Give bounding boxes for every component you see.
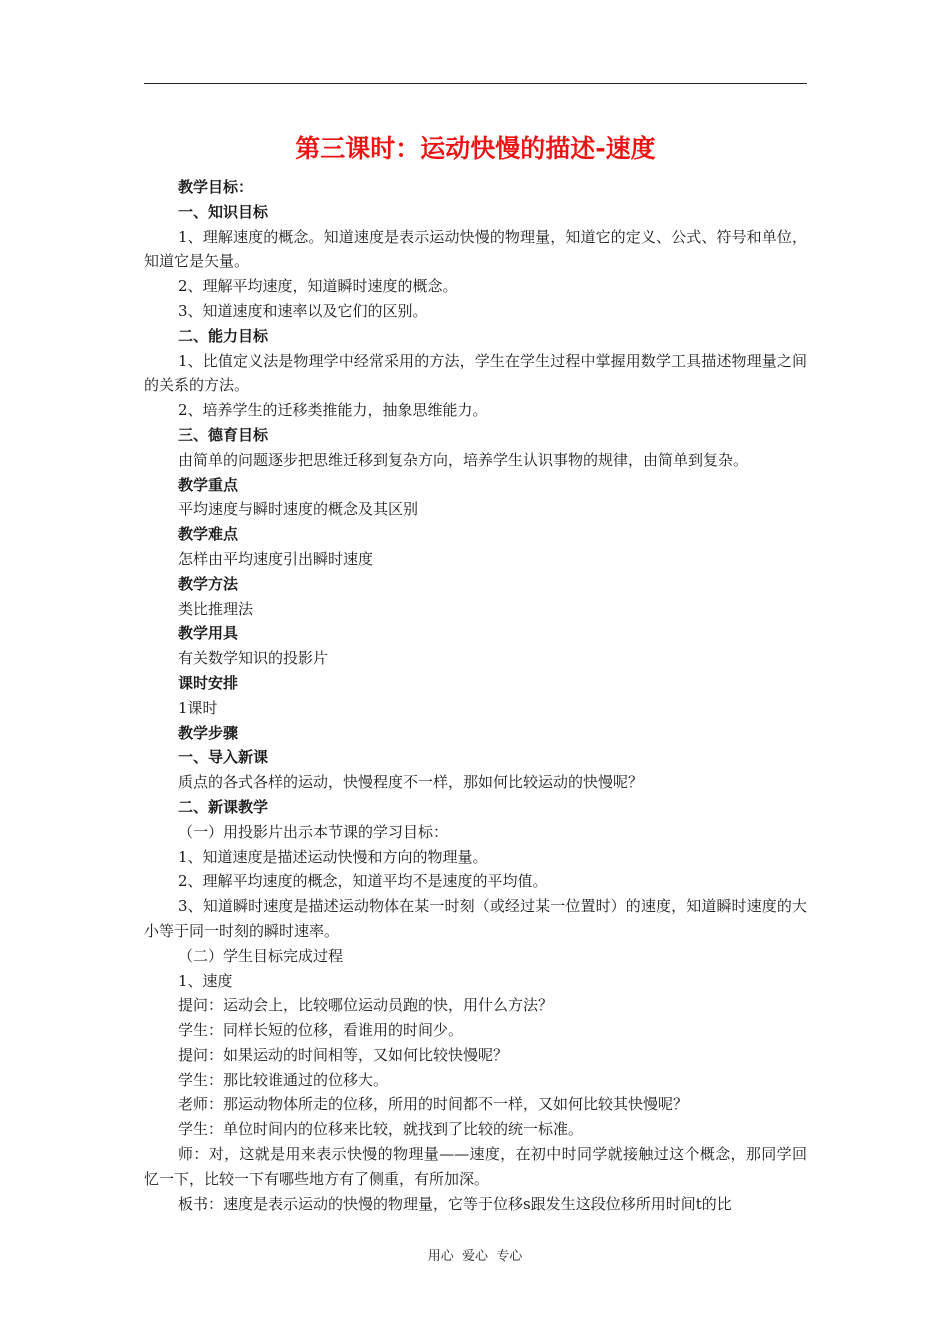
body-paragraph: 3、知道瞬时速度是描述运动物体在某一时刻（或经过某一位置时）的速度，知道瞬时速度的大小等于同一时刻的瞬时速率。 — [144, 897, 807, 940]
section-heading: 教学目标： — [178, 178, 254, 196]
section-heading: 二、能力目标 — [178, 326, 269, 345]
body-paragraph: 质点的各式各样的运动，快慢程度不一样，那如何比较运动的快慢呢？ — [178, 773, 644, 792]
body-paragraph: 平均速度与瞬时速度的概念及其区别 — [178, 500, 419, 519]
body-paragraph: 提问：运动会上，比较哪位运动员跑的快，用什么方法？ — [178, 996, 554, 1015]
section-heading: 教学步骤 — [178, 723, 239, 742]
body-paragraph: 1课时 — [178, 698, 218, 717]
section-heading: 三、德育目标 — [178, 425, 269, 444]
section-heading: 教学用具 — [178, 624, 239, 643]
body-paragraph: 由简单的问题逐步把思维迁移到复杂方向，培养学生认识事物的规律，由简单到复杂。 — [178, 450, 749, 469]
document-body — [144, 175, 807, 1216]
body-paragraph: 学生：同样长短的位移，看谁用的时间少。 — [178, 1021, 464, 1040]
body-paragraph: 2、理解平均速度的概念，知道平均不是速度的平均值。 — [178, 872, 548, 891]
body-paragraph: 板书：速度是表示运动的快慢的物理量，它等于位移s跟发生这段位移所用时间t的比 — [178, 1194, 732, 1213]
section-heading: 教学方法 — [178, 574, 239, 593]
body-paragraph: 学生：那比较谁通过的位移大。 — [178, 1070, 389, 1089]
body-paragraph: 有关数学知识的投影片 — [178, 649, 329, 668]
section-heading: 教学重点 — [178, 475, 239, 494]
body-paragraph: 学生：单位时间内的位移来比较，就找到了比较的统一标准。 — [178, 1120, 584, 1139]
body-paragraph: 类比推理法 — [178, 599, 254, 618]
body-paragraph: 2、理解平均速度，知道瞬时速度的概念。 — [178, 277, 458, 296]
body-paragraph: 师：对，这就是用来表示快慢的物理量——速度，在初中时同学就接触过这个概念，那同学回忆一下，比较一下有哪些地方有了侧重，有所加深。 — [144, 1145, 807, 1188]
body-paragraph: 怎样由平均速度引出瞬时速度 — [178, 549, 374, 568]
page-title: 第三课时：运动快慢的描述-速度 — [295, 134, 656, 163]
body-paragraph: 2、培养学生的迁移类推能力，抽象思维能力。 — [178, 401, 488, 420]
section-heading: 一、知识目标 — [178, 202, 269, 221]
body-paragraph: 1、比值定义法是物理学中经常采用的方法，学生在学生过程中掌握用数学工具描述物理量之间的关系的方法。 — [144, 351, 807, 395]
section-heading: 一、导入新课 — [178, 748, 269, 767]
body-paragraph: 3、知道速度和速率以及它们的区别。 — [178, 301, 428, 320]
body-paragraph: 1、理解速度的概念。知道速度是表示运动快慢的物理量，知道它的定义、公式、符号和单位，知道它是矢量。 — [144, 227, 807, 271]
body-paragraph: 提问：如果运动的时间相等，又如何比较快慢呢？ — [178, 1045, 509, 1064]
section-heading: 课时安排 — [178, 673, 239, 692]
body-paragraph: （一）用投影片出示本节课的学习目标： — [178, 822, 449, 841]
body-paragraph: （二）学生目标完成过程 — [178, 946, 344, 965]
body-paragraph: 1、知道速度是描述运动快慢和方向的物理量。 — [178, 847, 488, 866]
page-footer: 用心 爱心 专心 — [427, 1249, 523, 1264]
body-paragraph: 1、速度 — [178, 971, 233, 990]
body-paragraph: 老师：那运动物体所走的位移，所用的时间都不一样，又如何比较其快慢呢？ — [178, 1095, 689, 1114]
section-heading: 二、新课教学 — [178, 797, 269, 816]
header-rule — [144, 83, 807, 84]
section-heading: 教学难点 — [178, 525, 239, 544]
